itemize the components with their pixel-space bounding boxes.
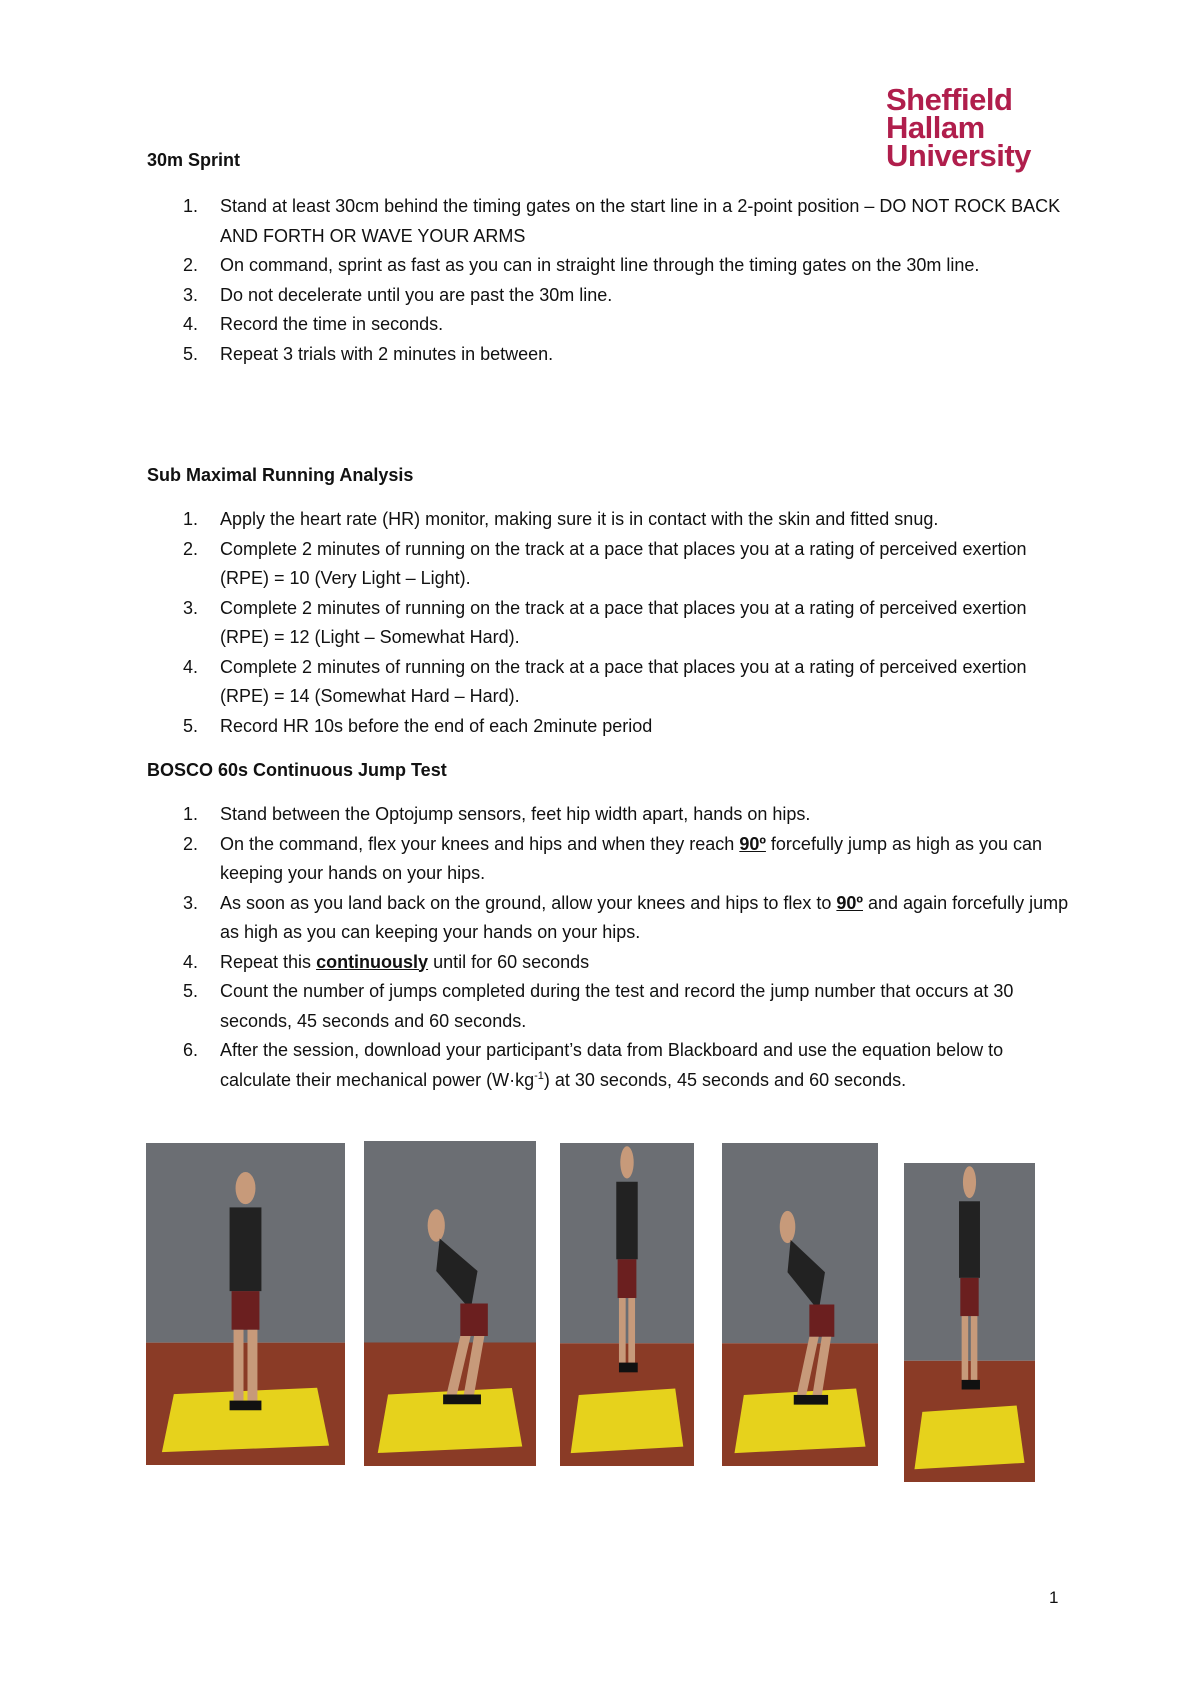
list-item: 1. Stand at least 30cm behind the timing gates on the start line in a 2-point position – DO NOT ROCK BACK AND FORTH OR WAVE YOUR ARMS xyxy=(183,196,1061,246)
jump-photo-airborne-2 xyxy=(904,1163,1035,1482)
logo-line-3: University xyxy=(886,138,1031,173)
list-item: 3. Do not decelerate until you are past the 30m line. xyxy=(183,284,613,305)
jump-photo-squat xyxy=(364,1141,536,1466)
list-item: 5. Count the number of jumps completed during the test and record the jump number that occurs at 30 seconds, 45 seconds and 60 seconds. xyxy=(183,981,1014,1031)
sprint-steps xyxy=(147,192,1077,369)
list-item: 6. After the session, download your participant’s data from Blackboard and use the equation below to calculate their mechanical power $(W\cdot kg^{-1})$ at 30 seconds, 45 seconds and 60 seconds. xyxy=(183,1040,1004,1090)
section-heading-sprint: 30m Sprint xyxy=(147,150,241,170)
logo-line-2: Hallam xyxy=(886,110,985,145)
list-item: 4. Record the time in seconds. xyxy=(183,314,444,334)
list-item: 4. Repeat this continuously until for 60 seconds xyxy=(183,951,590,972)
section-heading-running: Sub Maximal Running Analysis xyxy=(147,465,414,485)
jump-photo-airborne xyxy=(560,1143,694,1466)
list-item: 2. On command, sprint as fast as you can in straight line through the timing gates on the 30m line. xyxy=(183,255,980,275)
list-item: 2. On the command, flex your knees and hips and when they reach 90º forcefully jump as high as you can keeping your hands on your hips. xyxy=(183,833,1043,883)
section-heading-bosco: BOSCO 60s Continuous Jump Test xyxy=(147,760,447,780)
running-steps xyxy=(147,505,1077,741)
list-item: 5. Record HR 10s before the end of each 2minute period xyxy=(183,715,653,736)
bosco-steps xyxy=(147,800,1077,1095)
list-item: 2. Complete 2 minutes of running on the track at a pace that places you at a rating of perceived exertion (RPE) = 10 (Very Light – Light). xyxy=(183,538,1027,588)
jump-photo-standing xyxy=(146,1143,345,1465)
list-item: 3. Complete 2 minutes of running on the track at a pace that places you at a rating of perceived exertion (RPE) = 12 (Light – Somewhat Hard). xyxy=(183,597,1027,647)
page-number: 1 xyxy=(1049,1588,1059,1607)
list-item: 1. Apply the heart rate (HR) monitor, making sure it is in contact with the skin and fitted snug. xyxy=(183,509,939,529)
list-item: 1. Stand between the Optojump sensors, feet hip width apart, hands on hips. xyxy=(183,804,811,824)
list-item: 4. Complete 2 minutes of running on the track at a pace that places you at a rating of perceived exertion (RPE) = 14 (Somewhat Hard – Hard). xyxy=(183,656,1027,706)
list-item: 3. As soon as you land back on the ground, allow your knees and hips to flex to 90º and again forcefully jump as high as you can keeping your hands on your hips. xyxy=(183,892,1069,942)
sheffield-hallam-logo xyxy=(886,82,1076,173)
logo-line-1: Sheffield xyxy=(886,82,1013,117)
jump-photo-squat-2 xyxy=(722,1143,878,1466)
list-item: 5. Repeat 3 trials with 2 minutes in between. xyxy=(183,343,554,364)
